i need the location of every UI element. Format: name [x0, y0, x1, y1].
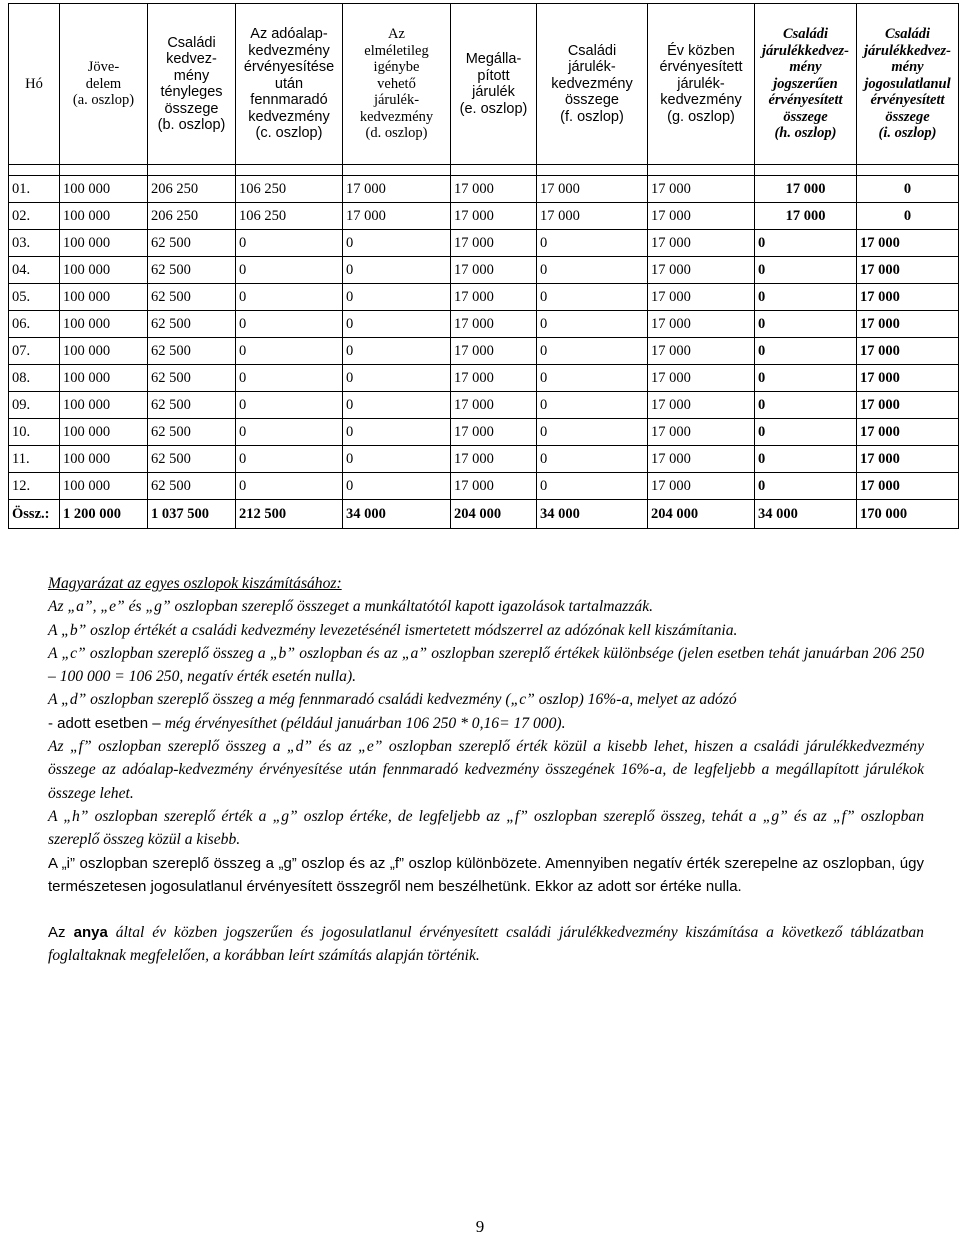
table-cell: 17 000 — [648, 473, 755, 500]
table-cell: 0 — [236, 338, 343, 365]
table-cell: 0 — [755, 365, 857, 392]
table-cell: 0 — [537, 230, 648, 257]
table-cell: 62 500 — [148, 284, 236, 311]
table-cell: 17 000 — [451, 419, 537, 446]
table-cell: 0 — [537, 392, 648, 419]
column-header-6: Családi járulék- kedvezmény összege (f. oszlop) — [537, 4, 648, 165]
note-a-e-g: Az „a”, „e” és „g” oszlopban szereplő összeget a munkáltatótól kapott igazolások tartalmazzák. — [48, 598, 654, 616]
table-cell: 17 000 — [857, 338, 959, 365]
table-cell: 17 000 — [857, 446, 959, 473]
table-cell: 17 000 — [648, 311, 755, 338]
column-header-9: Családi járulékkedvez- mény jogosulatlanul érvényesített összege (i. oszlop) — [857, 4, 959, 165]
total-cell: 1 200 000 — [60, 500, 148, 529]
table-cell: 100 000 — [60, 365, 148, 392]
table-cell: 62 500 — [148, 365, 236, 392]
table-cell: 206 250 — [148, 176, 236, 203]
table-cell: 17 000 — [648, 257, 755, 284]
table-header-row — [9, 4, 959, 165]
table-cell: 0 — [537, 257, 648, 284]
table-cell: 03. — [9, 230, 60, 257]
table-cell: 0 — [755, 446, 857, 473]
table-cell: 0 — [343, 284, 451, 311]
table-cell: 0 — [236, 284, 343, 311]
total-cell: 34 000 — [537, 500, 648, 529]
table-cell: 17 000 — [343, 176, 451, 203]
table-cell: 17 000 — [857, 284, 959, 311]
table-cell: 100 000 — [60, 203, 148, 230]
table-cell: 17 000 — [648, 284, 755, 311]
table-cell: 0 — [755, 419, 857, 446]
table-cell: 17 000 — [857, 311, 959, 338]
note-d: A „d” oszlopban szereplő összeg a még fennmaradó családi kedvezmény („c” oszlop) 16%-a, melyet az adózó - adott esetben – még érvényesíthet (például januárban 106 250 * 0,16= 17 000). — [48, 691, 737, 732]
table-cell: 62 500 — [148, 311, 236, 338]
table-cell: 17 000 — [451, 446, 537, 473]
table-cell: 0 — [857, 176, 959, 203]
note-i: A „i” oszlopban szereplő összeg a „g” oszlop és az „f” oszlop különbözete. Amennyiben negatív érték szerepelne az oszlopban, úgy természetesen jogosulatlanul érvényesített összegről nem beszélhetünk. Ekkor az adott sor értéke nulla. — [48, 854, 924, 895]
column-header-4: Az elméletileg igénybe vehető járulék- kedvezmény (d. oszlop) — [343, 4, 451, 165]
table-cell: 17 000 — [451, 203, 537, 230]
table-cell: 17 000 — [451, 338, 537, 365]
column-header-3: Az adóalap- kedvezmény érvényesítése után fennmaradó kedvezmény (c. oszlop) — [236, 4, 343, 165]
table-cell: 01. — [9, 176, 60, 203]
table-cell: 0 — [236, 257, 343, 284]
table-cell: 07. — [9, 338, 60, 365]
table-cell: 62 500 — [148, 338, 236, 365]
table-row — [9, 203, 959, 230]
table-cell: 0 — [343, 311, 451, 338]
total-cell: 34 000 — [343, 500, 451, 529]
table-row — [9, 392, 959, 419]
total-cell: 204 000 — [451, 500, 537, 529]
table-cell: 0 — [755, 284, 857, 311]
table-cell: 100 000 — [60, 473, 148, 500]
column-header-0: Hó — [9, 4, 60, 165]
table-cell: 100 000 — [60, 446, 148, 473]
table-cell: 100 000 — [60, 284, 148, 311]
table-row — [9, 257, 959, 284]
table-row — [9, 284, 959, 311]
note-b: A „b” oszlop értékét a családi kedvezmény levezetésénél ismertetett módszerrel az adózónak kell kiszámítania. — [48, 621, 738, 639]
table-cell: 106 250 — [236, 176, 343, 203]
table-row — [9, 338, 959, 365]
note-h: A „h” oszlopban szereplő érték a „g” oszlop értéke, de legfeljebb az „f” oszlopban szereplő összeg, tehát a „g” és az „f” oszlopban szereplő összeg közül a kisebb. — [48, 807, 924, 849]
note-f: Az „f” oszlopban szereplő összeg a „d” és az „e” oszlopban szereplő érték közül a kisebb lehet, hiszen a családi járulékkedvezmény összege az adóalap-kedvezmény érvényesítése után fennmaradó kedvezmény összegének 16%-a, de legfeljebb a megállapított járulékok összege lehet. — [48, 738, 924, 802]
table-cell: 17 000 — [857, 230, 959, 257]
total-cell: 34 000 — [755, 500, 857, 529]
table-cell: 62 500 — [148, 230, 236, 257]
total-cell: 212 500 — [236, 500, 343, 529]
column-header-5: Megálla- pított járulék (e. oszlop) — [451, 4, 537, 165]
table-cell: 0 — [537, 419, 648, 446]
table-cell: 17 000 — [648, 392, 755, 419]
contribution-table — [8, 3, 959, 529]
table-cell: 04. — [9, 257, 60, 284]
table-cell: 17 000 — [648, 365, 755, 392]
table-cell: 09. — [9, 392, 60, 419]
column-header-2: Családi kedvez- mény tényleges összege (b. oszlop) — [148, 4, 236, 165]
table-cell: 206 250 — [148, 203, 236, 230]
table-cell: 0 — [755, 338, 857, 365]
table-cell: 17 000 — [857, 392, 959, 419]
table-cell: 05. — [9, 284, 60, 311]
table-cell: 0 — [236, 419, 343, 446]
table-cell: 0 — [236, 392, 343, 419]
table-cell: 100 000 — [60, 311, 148, 338]
table-cell: 0 — [755, 473, 857, 500]
table-cell: 0 — [537, 365, 648, 392]
table-cell: 17 000 — [451, 473, 537, 500]
table-cell: 0 — [857, 203, 959, 230]
table-cell: 62 500 — [148, 473, 236, 500]
table-cell: 17 000 — [648, 446, 755, 473]
total-cell: Össz.: — [9, 500, 60, 529]
table-cell: 0 — [236, 473, 343, 500]
table-cell: 17 000 — [451, 311, 537, 338]
table-cell: 0 — [343, 257, 451, 284]
table-cell: 0 — [537, 311, 648, 338]
table-cell: 0 — [343, 338, 451, 365]
column-header-8: Családi járulékkedvez- mény jogszerűen érvényesített összege (h. oszlop) — [755, 4, 857, 165]
table-cell: 0 — [236, 446, 343, 473]
column-header-7: Év közben érvényesített járulék- kedvezmény (g. oszlop) — [648, 4, 755, 165]
table-cell: 100 000 — [60, 257, 148, 284]
table-cell: 0 — [537, 338, 648, 365]
table-row — [9, 311, 959, 338]
total-cell: 204 000 — [648, 500, 755, 529]
table-cell: 06. — [9, 311, 60, 338]
table-cell: 0 — [755, 311, 857, 338]
notes-title: Magyarázat az egyes oszlopok kiszámításához: — [48, 575, 342, 592]
table-cell: 10. — [9, 419, 60, 446]
table-cell: 0 — [343, 473, 451, 500]
total-cell: 1 037 500 — [148, 500, 236, 529]
table-cell: 0 — [755, 257, 857, 284]
table-cell: 100 000 — [60, 419, 148, 446]
table-cell: 08. — [9, 365, 60, 392]
table-cell: 100 000 — [60, 176, 148, 203]
column-header-1: Jöve- delem (a. oszlop) — [60, 4, 148, 165]
table-cell: 17 000 — [451, 176, 537, 203]
note-c: A „c” oszlopban szereplő összeg a „b” oszlopban és az „a” oszlopban szereplő értékek különbsége (jelen esetben tehát januárban 206 250 – 100 000 = 106 250, negatív érték esetén nulla). — [48, 644, 924, 686]
table-cell: 17 000 — [648, 338, 755, 365]
explanation-notes — [48, 572, 924, 968]
table-cell: 62 500 — [148, 419, 236, 446]
table-cell: 0 — [343, 419, 451, 446]
table-cell: 17 000 — [648, 230, 755, 257]
table-cell: 11. — [9, 446, 60, 473]
table-row — [9, 230, 959, 257]
table-cell: 100 000 — [60, 338, 148, 365]
table-cell: 0 — [537, 473, 648, 500]
table-cell: 17 000 — [451, 284, 537, 311]
table-cell: 17 000 — [537, 203, 648, 230]
table-cell: 0 — [343, 446, 451, 473]
table-cell: 17 000 — [857, 257, 959, 284]
table-total-row — [9, 500, 959, 529]
table-row — [9, 446, 959, 473]
table-cell: 0 — [755, 392, 857, 419]
table-cell: 62 500 — [148, 392, 236, 419]
table-cell: 17 000 — [451, 392, 537, 419]
table-cell: 17 000 — [648, 176, 755, 203]
table-cell: 0 — [343, 365, 451, 392]
table-cell: 0 — [236, 311, 343, 338]
page-number: 9 — [475, 1217, 485, 1236]
table-cell: 12. — [9, 473, 60, 500]
table-cell: 0 — [343, 392, 451, 419]
table-cell: 100 000 — [60, 392, 148, 419]
note-mother: Az anya által év közben jogszerűen és jogosulatlanul érvényesített családi járulékkedvezmény kiszámítása a következő táblázatban foglaltaknak megfelelően, a korábban leírt számítás alapján történik. — [48, 924, 924, 965]
table-row — [9, 365, 959, 392]
table-cell: 0 — [343, 230, 451, 257]
table-cell: 62 500 — [148, 257, 236, 284]
table-cell: 17 000 — [451, 257, 537, 284]
table-cell: 17 000 — [857, 419, 959, 446]
table-row — [9, 176, 959, 203]
table-cell: 100 000 — [60, 230, 148, 257]
table-cell: 106 250 — [236, 203, 343, 230]
table-cell: 17 000 — [755, 176, 857, 203]
table-cell: 17 000 — [857, 365, 959, 392]
table-cell: 17 000 — [537, 176, 648, 203]
header-gap-row — [9, 165, 959, 176]
total-cell: 170 000 — [857, 500, 959, 529]
table-cell: 17 000 — [451, 230, 537, 257]
table-cell: 0 — [537, 284, 648, 311]
table-cell: 0 — [236, 365, 343, 392]
table-cell: 17 000 — [648, 203, 755, 230]
table-cell: 17 000 — [648, 419, 755, 446]
table-cell: 02. — [9, 203, 60, 230]
table-cell: 62 500 — [148, 446, 236, 473]
table-row — [9, 419, 959, 446]
table-cell: 17 000 — [343, 203, 451, 230]
table-cell: 0 — [236, 230, 343, 257]
table-cell: 17 000 — [857, 473, 959, 500]
table-cell: 17 000 — [451, 365, 537, 392]
table-row — [9, 473, 959, 500]
table-cell: 0 — [537, 446, 648, 473]
table-cell: 0 — [755, 230, 857, 257]
table-cell: 17 000 — [755, 203, 857, 230]
